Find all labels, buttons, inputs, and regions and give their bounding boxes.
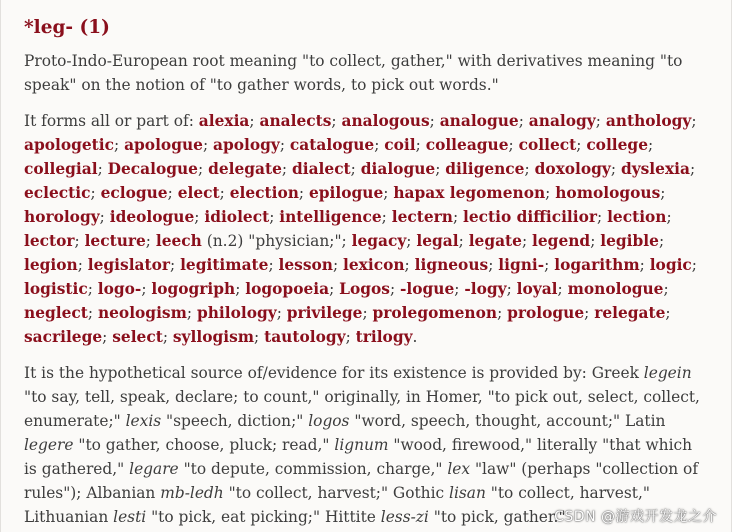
cited-word: less-zi: [380, 508, 429, 526]
form-link[interactable]: privilege: [286, 304, 363, 322]
form-link[interactable]: analogy: [528, 112, 596, 130]
separator: ;: [114, 136, 125, 154]
separator: ;: [689, 160, 696, 178]
evidence-text: It is the hypothetical source of/evidence for its existence is provided by: Greek: [24, 364, 644, 382]
form-link[interactable]: coil: [384, 136, 416, 154]
form-link[interactable]: elect: [177, 184, 220, 202]
separator: ;: [595, 112, 606, 130]
separator: ;: [404, 256, 415, 274]
form-link[interactable]: lectern: [391, 208, 453, 226]
form-link[interactable]: logarithm: [554, 256, 640, 274]
evidence-text: "speech, diction;": [161, 412, 309, 430]
entry-title: *leg- (1): [24, 17, 110, 38]
form-link[interactable]: syllogism: [172, 328, 255, 346]
cited-word: lexis: [125, 412, 162, 430]
form-link[interactable]: horology: [24, 208, 100, 226]
separator: ;: [597, 208, 608, 226]
separator: ;: [521, 232, 533, 250]
forms-intro: It forms all or part of:: [24, 112, 199, 130]
form-link[interactable]: legible: [600, 232, 659, 250]
separator: ;: [648, 136, 654, 154]
cited-word: lex: [447, 460, 471, 478]
form-link[interactable]: loyal: [516, 280, 558, 298]
forms-list: [24, 112, 697, 346]
cited-word: lesti: [113, 508, 147, 526]
separator: ;: [362, 304, 373, 322]
separator: ;: [435, 160, 446, 178]
separator: ;: [389, 280, 401, 298]
separator: ;: [665, 304, 671, 322]
separator: ;: [99, 208, 110, 226]
separator: ;: [506, 280, 517, 298]
separator: ;: [329, 280, 340, 298]
form-link[interactable]: legend: [532, 232, 591, 250]
separator: ;: [197, 160, 209, 178]
cited-word: legere: [24, 436, 74, 454]
form-link[interactable]: colleague: [425, 136, 509, 154]
form-link[interactable]: anthology: [605, 112, 692, 130]
separator: ;: [383, 184, 394, 202]
form-link[interactable]: analogous: [341, 112, 430, 130]
csdn-watermark: CSDN @游戏开发龙之介: [554, 509, 717, 525]
form-link[interactable]: collect: [518, 136, 577, 154]
form-link[interactable]: logopoeia: [245, 280, 330, 298]
separator: ;: [666, 208, 672, 226]
separator: ;: [610, 160, 621, 178]
evidence-text: "to say, tell, speak, declare; to count," originally, in Homer, "to pick out, select, collect, enumerate;": [24, 388, 700, 430]
evidence-text: "to depute, commission, charge,": [178, 460, 448, 478]
separator: ;: [141, 280, 152, 298]
form-link[interactable]: neglect: [24, 304, 88, 322]
evidence-paragraph: [24, 361, 703, 529]
separator: ;: [691, 256, 697, 274]
separator: ;: [415, 136, 426, 154]
form-link[interactable]: lecture: [84, 232, 146, 250]
evidence-text: "to pick, eat picking;" Hittite: [146, 508, 381, 526]
form-link[interactable]: election: [229, 184, 299, 202]
final-period: .: [412, 328, 418, 346]
cited-word: mb-ledh: [160, 484, 224, 502]
separator: ;: [331, 112, 342, 130]
form-link[interactable]: collegial: [24, 160, 98, 178]
form-link[interactable]: logic: [649, 256, 692, 274]
separator: ;: [660, 184, 666, 202]
form-link[interactable]: leech: [155, 232, 202, 250]
form-link[interactable]: dialect: [291, 160, 351, 178]
evidence-text: "to collect, harvest," Lithuanian: [24, 484, 650, 526]
form-link[interactable]: apologue: [124, 136, 203, 154]
form-link[interactable]: analects: [259, 112, 332, 130]
form-link[interactable]: legion: [24, 256, 78, 274]
leech-note: (n.2) "physician;": [201, 232, 342, 250]
separator: ;: [524, 160, 535, 178]
form-link[interactable]: homologous: [555, 184, 661, 202]
form-link[interactable]: hapax legomenon: [393, 184, 546, 202]
separator: ;: [508, 136, 519, 154]
form-link[interactable]: trilogy: [355, 328, 413, 346]
separator: ;: [458, 232, 469, 250]
separator: ;: [102, 328, 113, 346]
separator: ;: [74, 232, 85, 250]
form-link[interactable]: lectio difficilior: [463, 208, 597, 226]
form-link[interactable]: delegate: [208, 160, 282, 178]
form-link[interactable]: eclectic: [24, 184, 91, 202]
form-link[interactable]: sacrilege: [24, 328, 103, 346]
separator: ;: [279, 136, 290, 154]
form-link[interactable]: alexia: [198, 112, 250, 130]
form-link[interactable]: prolegomenon: [372, 304, 498, 322]
form-link[interactable]: prologue: [507, 304, 585, 322]
separator: ;: [269, 208, 280, 226]
forms-paragraph: [24, 109, 703, 349]
separator: ;: [90, 184, 101, 202]
form-link[interactable]: Decalogue: [107, 160, 198, 178]
separator: ;: [663, 280, 669, 298]
form-link[interactable]: lector: [24, 232, 75, 250]
form-link[interactable]: lection: [607, 208, 667, 226]
form-link[interactable]: Logos: [339, 280, 390, 298]
separator: ;: [77, 256, 88, 274]
form-link[interactable]: logo-: [97, 280, 142, 298]
evidence-text: "to pick, gather.": [428, 508, 566, 526]
separator: ;: [235, 280, 246, 298]
separator: ;: [145, 232, 156, 250]
form-link[interactable]: legate: [468, 232, 522, 250]
form-link[interactable]: ligneous: [414, 256, 489, 274]
form-link[interactable]: apology: [213, 136, 280, 154]
form-link[interactable]: lesson: [278, 256, 333, 274]
cited-word: lisan: [449, 484, 486, 502]
separator: ;: [345, 328, 356, 346]
separator: ;: [406, 232, 417, 250]
form-link[interactable]: analogue: [439, 112, 519, 130]
separator: ;: [186, 304, 197, 322]
evidence-text: "to collect, harvest;" Gothic: [223, 484, 450, 502]
cited-word: legare: [129, 460, 179, 478]
separator: ;: [584, 304, 595, 322]
separator: ;: [219, 184, 230, 202]
form-link[interactable]: -logue: [400, 280, 455, 298]
form-link[interactable]: select: [112, 328, 163, 346]
form-link[interactable]: ideologue: [109, 208, 195, 226]
evidence-text: "wood, firewood," literally "that which is gathered,": [24, 436, 693, 478]
form-link[interactable]: legacy: [351, 232, 407, 250]
definition-paragraph: Proto-Indo-European root meaning "to collect, gather," with derivatives meaning "to speak" on the notion of "to gather words, to pick out words.": [24, 52, 683, 94]
form-link[interactable]: legislator: [87, 256, 170, 274]
form-link[interactable]: tautology: [264, 328, 346, 346]
form-link[interactable]: dialogue: [360, 160, 436, 178]
separator: ;: [374, 136, 385, 154]
separator: ;: [194, 208, 205, 226]
form-link[interactable]: neologism: [97, 304, 187, 322]
separator: ;: [202, 136, 214, 154]
form-link[interactable]: ligni-: [498, 256, 545, 274]
separator: ;: [281, 160, 292, 178]
form-link[interactable]: lexicon: [343, 256, 405, 274]
evidence-text: "law" (perhaps "collection of rules"); Albanian: [24, 460, 699, 502]
separator: ;: [298, 184, 309, 202]
form-link[interactable]: logistic: [24, 280, 88, 298]
separator: ;: [170, 256, 181, 274]
form-link[interactable]: legal: [416, 232, 459, 250]
form-link[interactable]: diligence: [445, 160, 525, 178]
separator: ;: [639, 256, 650, 274]
form-link[interactable]: legitimate: [180, 256, 269, 274]
separator: ;: [332, 256, 344, 274]
form-link[interactable]: epilogue: [308, 184, 384, 202]
separator: ;: [162, 328, 173, 346]
form-link[interactable]: philology: [196, 304, 277, 322]
separator: ;: [341, 232, 352, 250]
separator: ;: [497, 304, 508, 322]
form-link[interactable]: intelligence: [279, 208, 382, 226]
separator: ;: [254, 328, 265, 346]
form-link[interactable]: eclogue: [100, 184, 168, 202]
form-link[interactable]: -logy: [464, 280, 507, 298]
separator: ;: [590, 232, 601, 250]
separator: ;: [276, 304, 287, 322]
form-link[interactable]: college: [586, 136, 648, 154]
evidence-text: "word, speech, thought, account;" Latin: [349, 412, 666, 430]
separator: ;: [249, 112, 260, 130]
cited-word: legein: [643, 364, 692, 382]
form-link[interactable]: catalogue: [289, 136, 375, 154]
form-link[interactable]: relegate: [594, 304, 666, 322]
separator: ;: [87, 304, 98, 322]
cited-word: lignum: [334, 436, 389, 454]
form-link[interactable]: logogriph: [151, 280, 236, 298]
separator: ;: [167, 184, 178, 202]
separator: ;: [268, 256, 279, 274]
form-link[interactable]: idiolect: [204, 208, 270, 226]
separator: ;: [658, 232, 665, 250]
form-link[interactable]: monologue: [567, 280, 664, 298]
separator: ;: [454, 280, 465, 298]
separator: ;: [557, 280, 568, 298]
cited-word: logos: [308, 412, 350, 430]
form-link[interactable]: dyslexia: [620, 160, 690, 178]
separator: ;: [87, 280, 98, 298]
separator: ;: [544, 256, 555, 274]
form-link[interactable]: apologetic: [24, 136, 114, 154]
separator: ;: [518, 112, 529, 130]
separator: ;: [429, 112, 440, 130]
separator: ;: [545, 184, 556, 202]
separator: ;: [576, 136, 587, 154]
separator: ;: [350, 160, 361, 178]
separator: ;: [97, 160, 108, 178]
separator: ;: [488, 256, 499, 274]
separator: ;: [691, 112, 697, 130]
form-link[interactable]: doxology: [534, 160, 611, 178]
separator: ;: [381, 208, 392, 226]
evidence-text: "to gather, choose, pluck; read,": [73, 436, 335, 454]
separator: ;: [452, 208, 464, 226]
